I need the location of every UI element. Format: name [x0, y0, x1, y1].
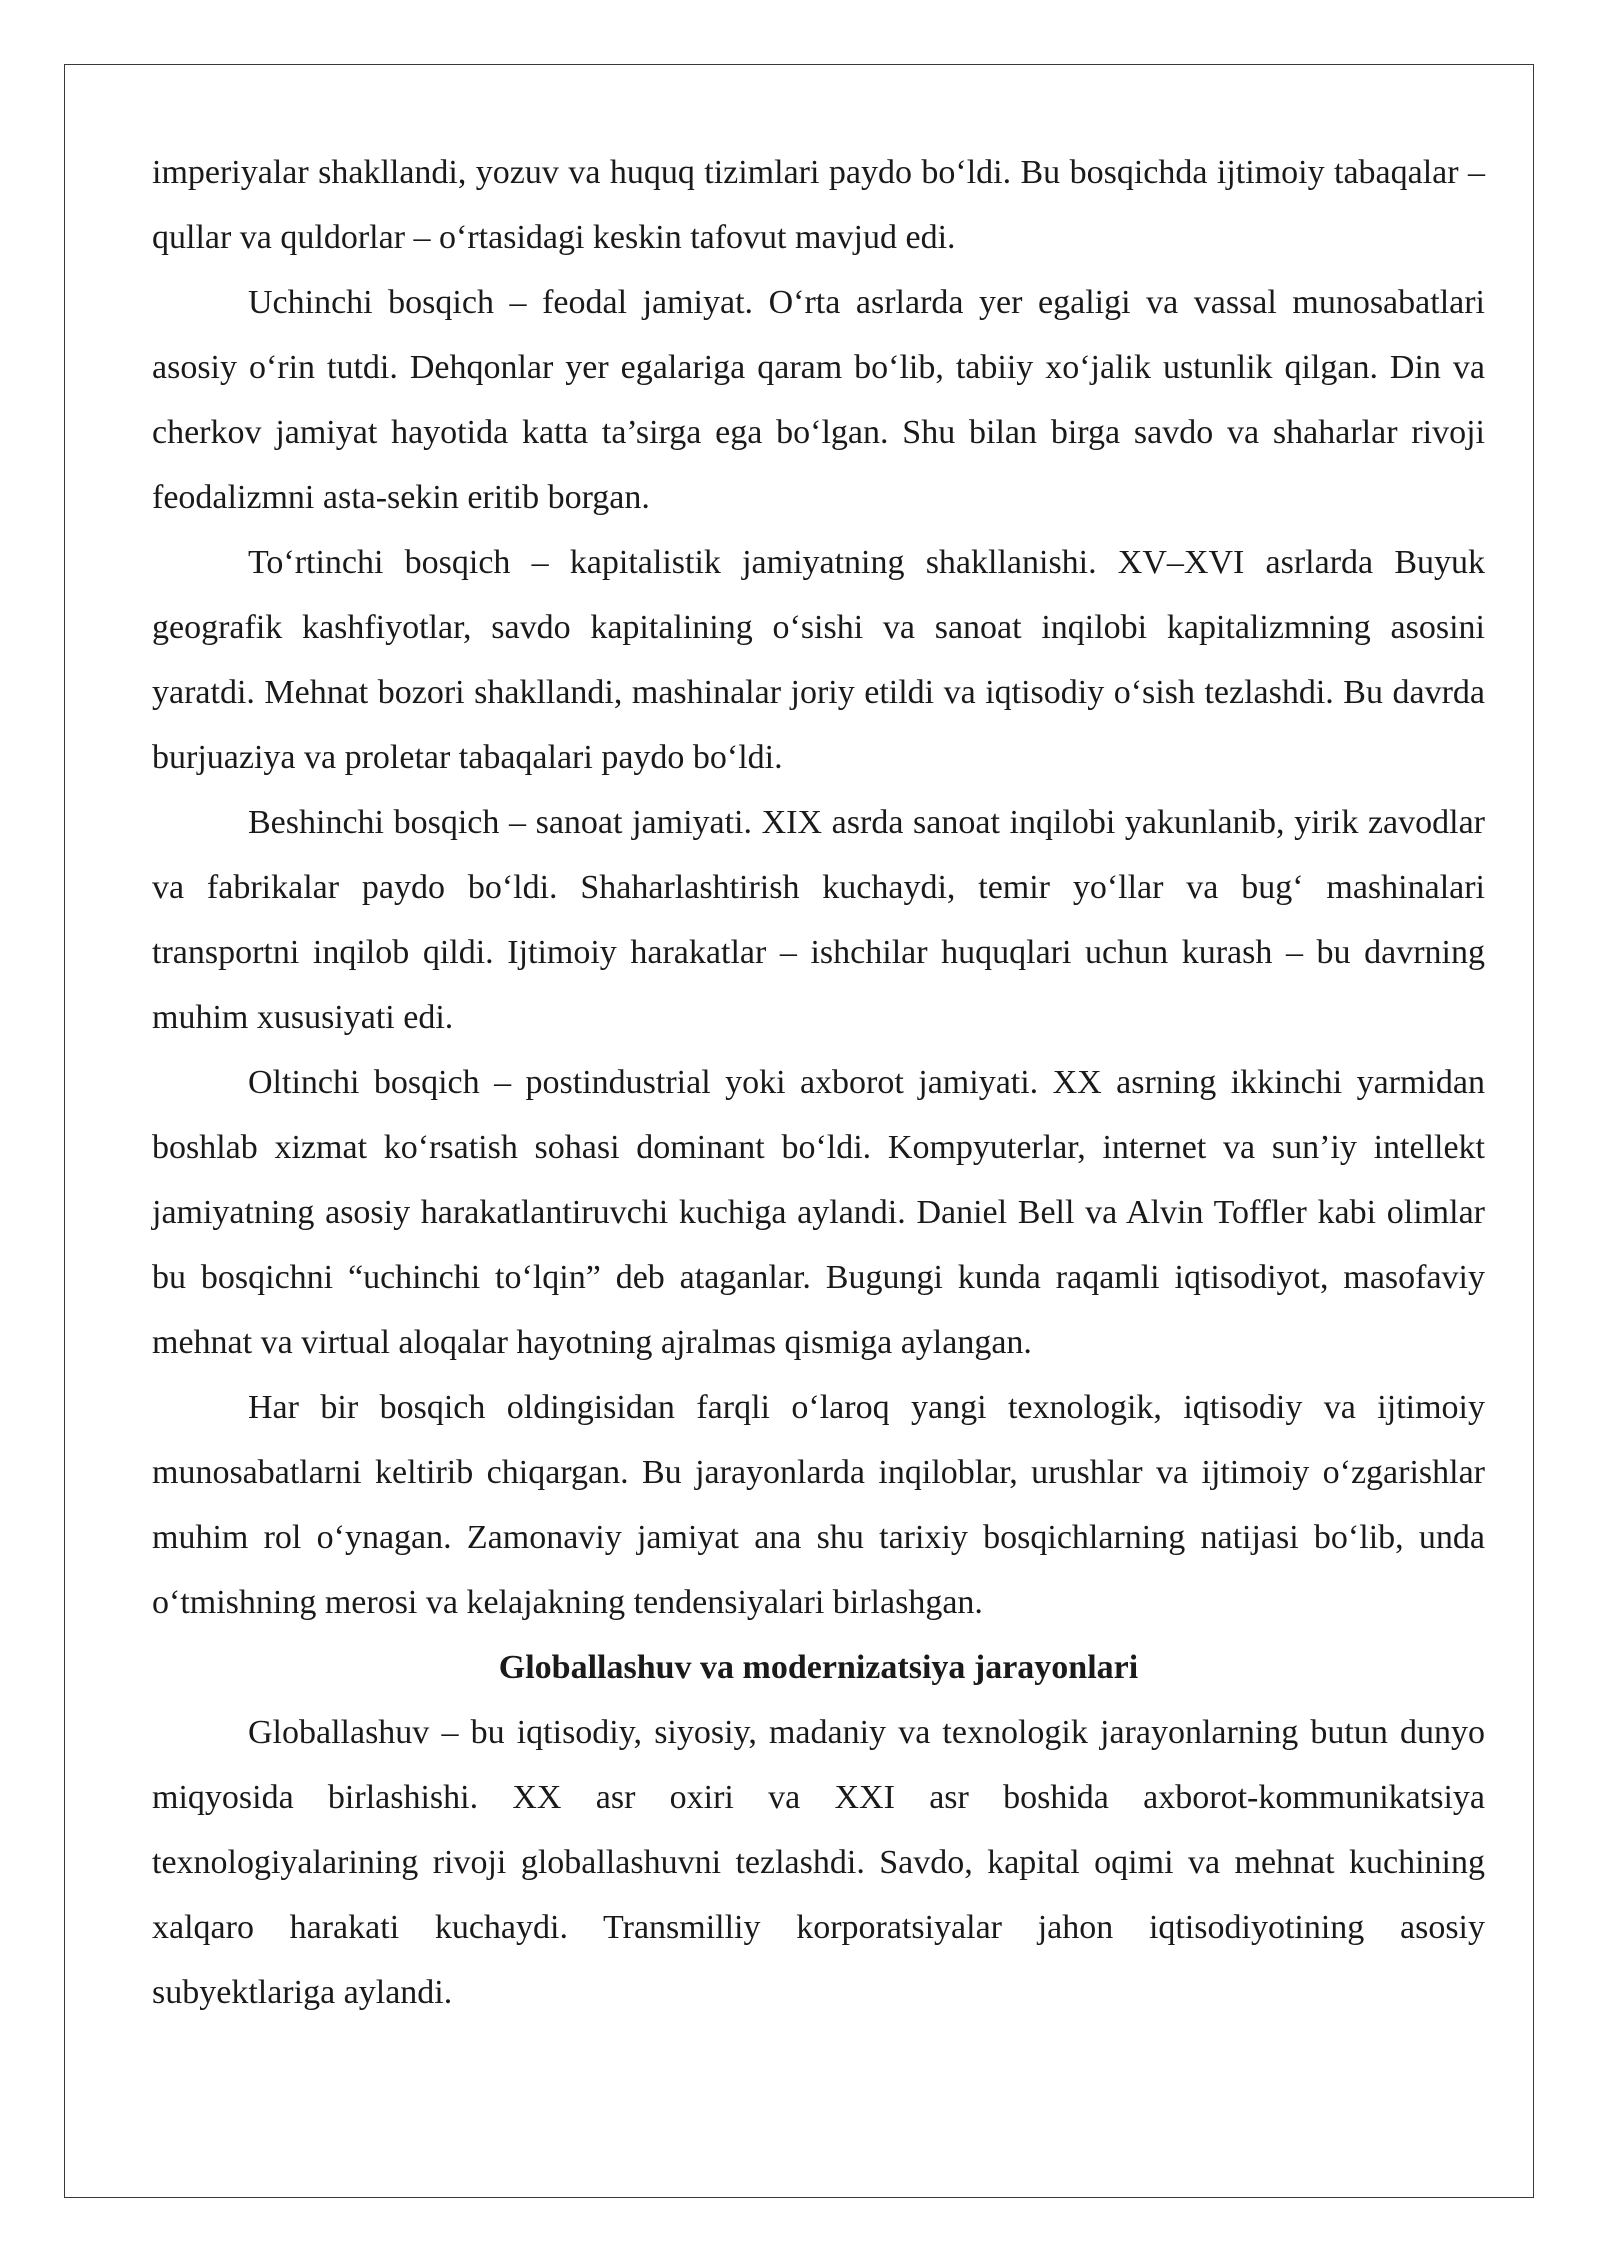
paragraph-5: Oltinchi bosqich – postindustrial yoki axborot jamiyati. XX asrning ikkinchi yarmidan boshlab xizmat ko‘rsatish sohasi dominant bo‘ldi. Kompyuterlar, internet va sun’iy intellekt jamiyatning asosiy harakatlantiruvchi kuchiga aylandi. Daniel Bell va Alvin Toffler kabi olimlar bu bosqichni “uchinchi to‘lqin” deb ataganlar. Bugungi kunda raqamli iqtisodiyot, masofaviy mehnat va virtual aloqalar hayotning ajralmas qismiga aylangan. — [152, 1064, 1485, 1361]
paragraph-2: Uchinchi bosqich – feodal jamiyat. O‘rta asrlarda yer egaligi va vassal munosabatlari asosiy o‘rin tutdi. Dehqonlar yer egalariga qaram bo‘lib, tabiiy xo‘jalik ustunlik qilgan. Din va cherkov jamiyat hayotida katta ta’sirga ega bo‘lgan. Shu bilan birga savdo va shaharlar rivoji feodalizmni asta-sekin eritib borgan. — [152, 284, 1485, 516]
document-body — [152, 140, 1485, 2025]
paragraph-1: imperiyalar shakllandi, yozuv va huquq tizimlari paydo bo‘ldi. Bu bosqichda ijtimoiy tabaqalar – qullar va quldorlar – o‘rtasidagi keskin tafovut mavjud edi. — [152, 154, 1485, 256]
paragraph-6: Har bir bosqich oldingisidan farqli o‘laroq yangi texnologik, iqtisodiy va ijtimoiy munosabatlarni keltirib chiqargan. Bu jarayonlarda inqiloblar, urushlar va ijtimoiy o‘zgarishlar muhim rol o‘ynagan. Zamonaviy jamiyat ana shu tarixiy bosqichlarning natijasi bo‘lib, unda o‘tmishning merosi va kelajakning tendensiyalari birlashgan. — [152, 1389, 1485, 1621]
paragraph-4: Beshinchi bosqich – sanoat jamiyati. XIX asrda sanoat inqilobi yakunlanib, yirik zavodlar va fabrikalar paydo bo‘ldi. Shaharlashtirish kuchaydi, temir yo‘llar va bug‘ mashinalari transportni inqilob qildi. Ijtimoiy harakatlar – ishchilar huquqlari uchun kurash – bu davrning muhim xususiyati edi. — [152, 804, 1485, 1036]
paragraph-7: Globallashuv – bu iqtisodiy, siyosiy, madaniy va texnologik jarayonlarning butun dunyo miqyosida birlashishi. XX asr oxiri va XXI asr boshida axborot-kommunikatsiya texnologiyalarining rivoji globallashuvni tezlashdi. Savdo, kapital oqimi va mehnat kuchining xalqaro harakati kuchaydi. Transmilliy korporatsiyalar jahon iqtisodiyotining asosiy subyektlariga aylandi. — [152, 1714, 1485, 2011]
paragraph-3: To‘rtinchi bosqich – kapitalistik jamiyatning shakllanishi. XV–XVI asrlarda Buyuk geografik kashfiyotlar, savdo kapitalining o‘sishi va sanoat inqilobi kapitalizmning asosini yaratdi. Mehnat bozori shakllandi, mashinalar joriy etildi va iqtisodiy o‘sish tezlashdi. Bu davrda burjuaziya va proletar tabaqalari paydo bo‘ldi. — [152, 544, 1485, 776]
section-heading: Globallashuv va modernizatsiya jarayonlari — [498, 1649, 1139, 1686]
